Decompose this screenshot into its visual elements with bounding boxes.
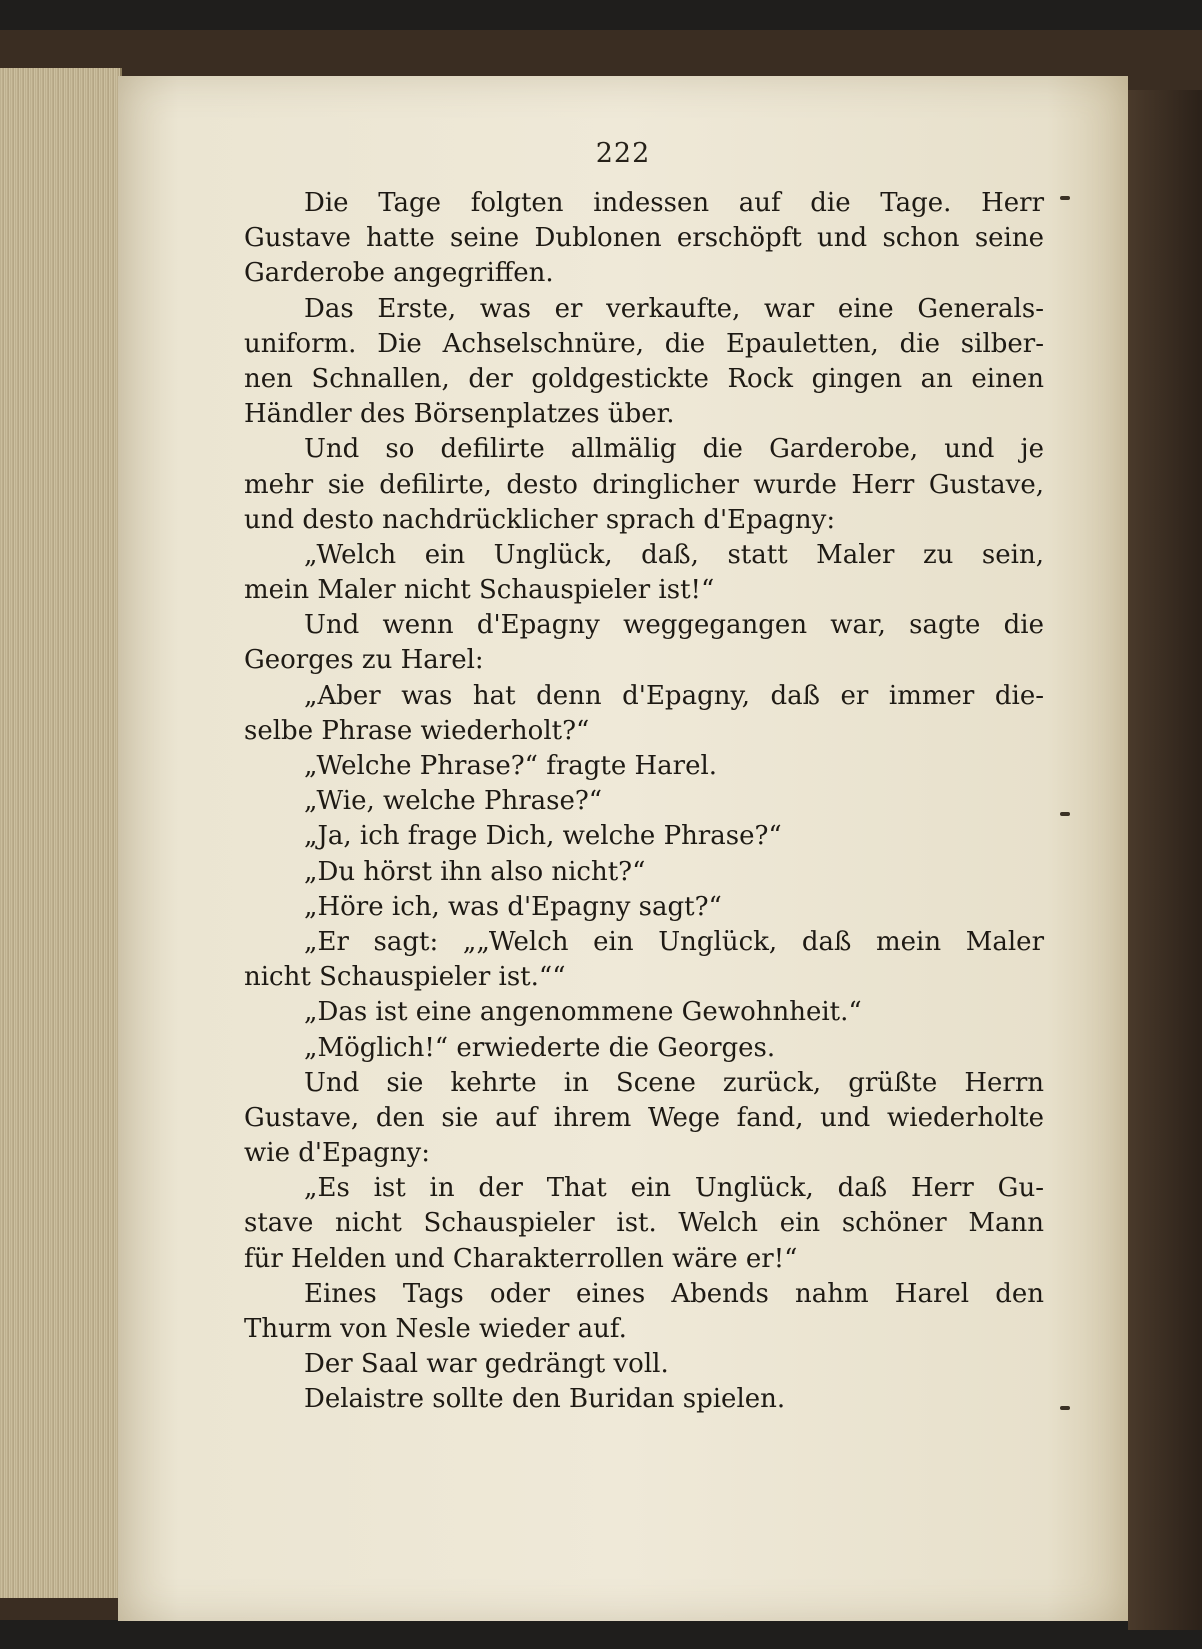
margin-mark [1060,812,1070,816]
page-text [244,186,1044,1418]
text-line: „Du hörst ihn also nicht?“ [304,856,646,887]
book-scan [0,30,1202,1620]
text-line: uniform. Die Achselschnüre, die Epauletten, die silber- [244,328,1044,359]
text-line: „Wie, welche Phrase?“ [304,786,603,817]
text-line: „Das ist eine angenommene Gewohnheit.“ [304,997,862,1028]
text-line: „Welch ein Unglück, daß, statt Maler zu sein, [304,539,1044,570]
text-line: nen Schnallen, der goldgestickte Rock gingen an einen [244,363,1044,394]
text-line: Der Saal war gedrängt voll. [304,1349,669,1380]
text-line: „Höre ich, was d'Epagny sagt?“ [304,891,722,922]
text-line: Gustave, den sie auf ihrem Wege fand, und wiederholte [244,1102,1044,1133]
text-line: für Helden und Charakterrollen wäre er!“ [244,1243,798,1274]
text-line: Und sie kehrte in Scene zurück, grüßte Herrn [304,1067,1044,1098]
text-line: Und wenn d'Epagny weggegangen war, sagte die [304,610,1044,641]
text-line: Thurm von Nesle wieder auf. [244,1314,627,1344]
text-line: Die Tage folgten indessen auf die Tage. Herr [304,188,1044,218]
book-page [118,76,1128,1621]
text-line: Georges zu Harel: [244,645,484,676]
text-line: und desto nachdrücklicher sprach d'Epagny: [244,504,836,535]
text-line: Das Erste, was er verkaufte, war eine Generals- [304,293,1044,324]
text-line: „Aber was hat denn d'Epagny, daß er immer die- [304,680,1044,711]
text-line: „Möglich!“ erwiederte die Georges. [304,1032,776,1063]
text-line: nicht Schauspieler ist.““ [244,962,566,993]
text-line: Händler des Börsenplatzes über. [244,399,675,430]
text-line: Und so defilirte allmälig die Garderobe, und je [304,434,1044,465]
margin-mark [1060,196,1070,200]
book-binding [1128,90,1202,1630]
text-line: „Welche Phrase?“ fragte Harel. [304,751,718,781]
page-number: 222 [595,138,651,169]
text-line: mehr sie defilirte, desto dringlicher wurde Herr Gustave, [244,469,1044,500]
text-line: stave nicht Schauspieler ist. Welch ein schöner Mann [244,1208,1044,1239]
text-line: „Ja, ich frage Dich, welche Phrase?“ [304,821,782,852]
text-line: wie d'Epagny: [244,1138,430,1169]
text-line: „Er sagt: „„Welch ein Unglück, daß mein Maler [304,926,1044,957]
page-edges [0,68,122,1598]
text-line: Delaistre sollte den Buridan spielen. [304,1384,786,1415]
margin-mark [1060,1406,1070,1410]
text-line: „Es ist in der That ein Unglück, daß Herr Gu- [304,1173,1044,1204]
text-line: selbe Phrase wiederholt?“ [244,715,590,746]
text-line: Garderobe angegriffen. [244,258,554,289]
text-line: mein Maler nicht Schauspieler ist!“ [244,575,715,606]
text-line: Gustave hatte seine Dublonen erschöpft und schon seine [244,223,1044,254]
text-line: Eines Tags oder eines Abends nahm Harel den [304,1278,1044,1309]
